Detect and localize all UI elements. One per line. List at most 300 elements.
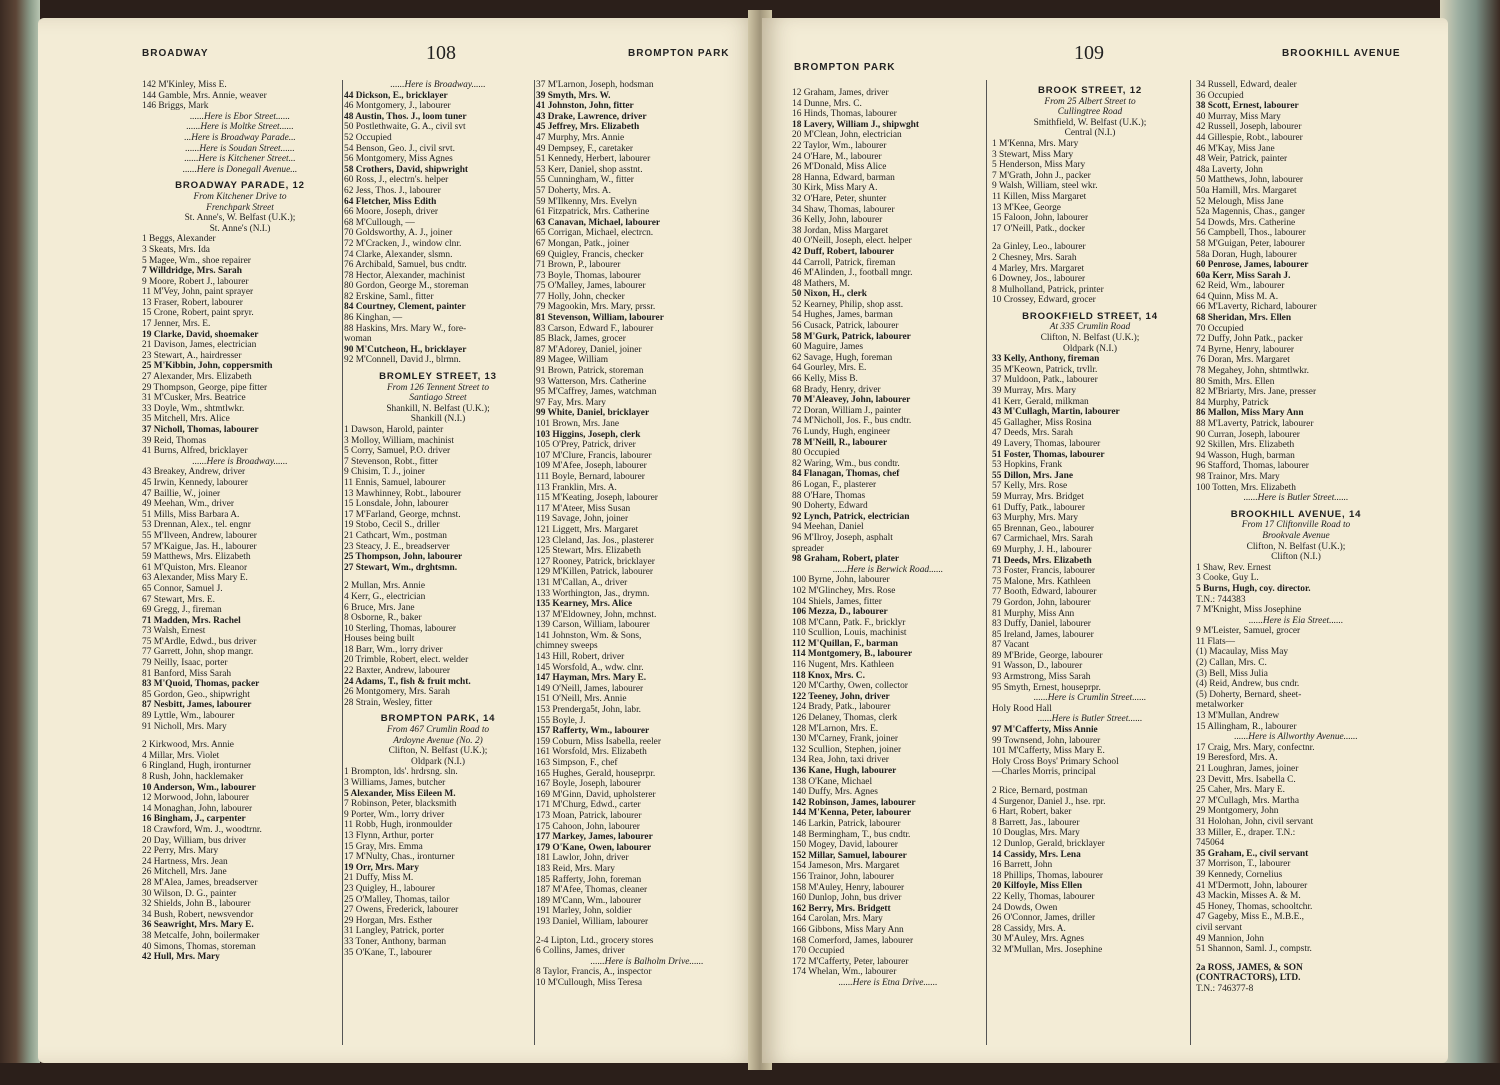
directory-entry: 46 Montgomery, J., labourer <box>344 101 451 112</box>
directory-entry: 159 Coburn, Miss Isabella, reeler <box>536 736 661 747</box>
directory-entry: 82 M'Briarty, Mrs. Jane, presser <box>1196 387 1317 398</box>
street-heading: BROOKHILL AVENUE, 14 <box>1230 508 1362 520</box>
directory-entry: 83 M'Quoid, Thomas, packer <box>142 679 260 690</box>
directory-entry: 5 Henderson, Miss Mary <box>992 160 1086 171</box>
directory-entry: 8 Taylor, Francis, A., inspector <box>536 967 652 978</box>
directory-entry: civil servant <box>1196 922 1243 933</box>
left-page-column-2 <box>344 80 532 958</box>
directory-entry: 90 M'Cutcheon, H., bricklayer <box>344 344 467 355</box>
directory-entry: spreader <box>792 543 824 554</box>
cross-street-note: ......Here is Crumlin Street...... <box>1033 693 1147 704</box>
directory-entry: 155 Boyle, J. <box>536 715 586 726</box>
directory-entry: woman <box>344 334 372 345</box>
directory-entry: 26 Montgomery, Mrs. Sarah <box>344 687 450 698</box>
directory-entry: 179 O'Kane, Owen, labourer <box>536 842 652 853</box>
directory-entry: 93 Armstrong, Miss Sarah <box>992 672 1091 683</box>
directory-entry: 47 Murphy, Mrs. Annie <box>536 132 625 143</box>
directory-entry: 74 Byrne, Henry, labourer <box>1196 344 1295 355</box>
directory-entry: 20 Day, William, bus driver <box>142 835 247 846</box>
district-line: Shankill (N.I.) <box>410 414 466 425</box>
directory-entry: 129 M'Killen, Patrick, labourer <box>536 567 654 578</box>
directory-entry: 35 O'Kane, T., labourer <box>344 947 432 958</box>
directory-entry: 13 M'Mullan, Andrew <box>1196 711 1280 722</box>
cross-street-note: ......Here is Allworthy Avenue...... <box>1234 732 1358 743</box>
directory-entry: 83 Carson, Edward F., labourer <box>536 323 654 334</box>
directory-entry: 69 Murphy, J. H., labourer <box>992 544 1092 555</box>
directory-entry: 72 M'Cracken, J., window clnr. <box>344 238 462 249</box>
directory-entry: 49 Lavery, Thomas, labourer <box>992 439 1101 449</box>
directory-entry: 83 Duffy, Daniel, labourer <box>992 619 1091 630</box>
directory-entry: 23 Quigley, H., labourer <box>344 883 436 894</box>
directory-entry: 76 Doran, Mrs. Margaret <box>1196 355 1290 366</box>
directory-entry: 37 Morrison, T., labourer <box>1196 859 1291 870</box>
directory-entry: 92 Skillen, Mrs. Elizabeth <box>1196 440 1295 451</box>
spacer <box>536 928 758 936</box>
directory-entry: 40 O'Neill, Joseph, elect. helper <box>792 236 912 247</box>
directory-entry: 20 M'Clean, John, electrician <box>792 130 902 141</box>
directory-entry: 135 Kearney, Mrs. Alice <box>536 599 633 610</box>
directory-entry: 54 Dowds, Mrs. Catherine <box>1196 217 1296 228</box>
directory-entry: 74 Clarke, Alexander, slsmn. <box>344 249 453 260</box>
directory-entry: 40 Simons, Thomas, storeman <box>142 941 256 952</box>
directory-entry: 50 Matthews, John, labourer <box>1196 175 1304 186</box>
right-page <box>762 18 1448 1063</box>
cross-street-note: From 126 Tennent Street to <box>386 382 490 393</box>
directory-entry: 76 Lundy, Hugh, engineer <box>792 427 891 437</box>
directory-entry: 100 Byrne, John, labourer <box>792 575 890 586</box>
directory-entry: 98 Trainor, Mrs. Mary <box>1196 471 1280 482</box>
directory-entry: 29 Horgan, Mrs. Esther <box>344 915 433 926</box>
directory-entry: 10 M'Cullough, Miss Teresa <box>536 977 643 988</box>
directory-entry: 113 Franklin, Mrs. A. <box>536 482 617 493</box>
directory-entry: 11 Ennis, Samuel, labourer <box>344 477 446 488</box>
directory-entry: 22 Perry, Mrs. Mary <box>142 846 219 857</box>
directory-entry: 149 O'Neill, James, labourer <box>536 683 644 694</box>
directory-entry: 93 Watterson, Mrs. Catherine <box>536 376 647 387</box>
directory-entry: 50a Hamill, Mrs. Margaret <box>1196 185 1297 196</box>
directory-entry: 10 Anderson, Wm., labourer <box>142 782 256 793</box>
directory-entry: 9 Moore, Robert J., labourer <box>142 276 249 287</box>
cross-street-note: ......Here is Kitchener Street... <box>184 154 296 165</box>
cross-street-note: ......Here is Soudan Street...... <box>185 143 295 154</box>
directory-entry: 97 M'Cafferty, Miss Annie <box>992 725 1098 736</box>
directory-entry: 58 M'Guigan, Peter, labourer <box>1196 238 1305 249</box>
directory-entry: 75 Malone, Mrs. Kathleen <box>992 576 1091 587</box>
directory-entry: 41 M'Dermott, John, labourer <box>1196 880 1308 891</box>
directory-entry: 94 Meehan, Daniel <box>792 522 864 533</box>
directory-entry: 89 Lyttle, Wm., labourer <box>142 711 235 722</box>
cross-street-note: Santiago Street <box>409 393 467 404</box>
directory-entry: 71 Madden, Mrs. Rachel <box>142 615 241 626</box>
directory-entry: 6 Collins, James, driver <box>536 946 625 957</box>
directory-entry: 26 M'Donald, Miss Alice <box>792 162 887 173</box>
directory-entry: 2 Chesney, Mrs. Sarah <box>992 252 1077 263</box>
directory-entry: 85 Gordon, Geo., shipwright <box>142 689 250 700</box>
directory-entry: 27 Owens, Frederick, labourer <box>344 905 459 916</box>
directory-entry: 191 Marley, John, soldier <box>536 906 632 917</box>
directory-entry: 26 O'Connor, James, driller <box>992 913 1096 924</box>
directory-entry: 193 Daniel, William, labourer <box>536 916 649 927</box>
directory-entry: 46 M'Alinden, J., football mngr. <box>792 268 913 279</box>
directory-entry: 3 Molloy, William, machinist <box>344 435 455 446</box>
directory-entry: 72 Duffy, John Patk., packer <box>1196 334 1303 345</box>
directory-entry: 56 Cusack, Patrick, labourer <box>792 321 899 332</box>
cross-street-note: Ardoyne Avenue (No. 2) <box>393 735 483 746</box>
directory-entry: 6 Downey, Jos., labourer <box>992 274 1086 285</box>
directory-entry: 134 Rea, John, taxi driver <box>792 755 889 766</box>
directory-entry: 5 Corry, Samuel, P.O. driver <box>344 446 451 457</box>
directory-entry: 63 Murphy, Mrs. Mary <box>992 513 1079 524</box>
directory-entry: 43 Drake, Lawrence, driver <box>536 111 647 122</box>
directory-entry: 116 Nugent, Mrs. Kathleen <box>792 660 894 671</box>
directory-entry: 142 M'Kinley, Miss E. <box>142 80 227 90</box>
directory-entry: 145 Worsfold, A., wdw. clnr. <box>536 662 644 673</box>
directory-entry: 62 Savage, Hugh, foreman <box>792 352 893 363</box>
directory-entry: 37 M'Larnon, Joseph, hodsman <box>536 80 654 90</box>
directory-entry: 24 Hartness, Mrs. Jean <box>142 856 228 867</box>
directory-entry: 19 Clarke, David, shoemaker <box>142 329 259 340</box>
directory-entry: 139 Carson, William, labourer <box>536 620 650 631</box>
directory-entry: 148 Bermingham, T., bus cndtr. <box>792 829 911 840</box>
directory-entry: (4) Reid, Andrew, bus cndr. <box>1196 679 1300 690</box>
spacer <box>992 234 1188 242</box>
directory-entry: 5 Burns, Hugh, coy. director. <box>1196 583 1311 594</box>
directory-entry: (3) Bell, Miss Julia <box>1196 668 1268 679</box>
directory-entry: 32 Shields, John B., labourer <box>142 899 251 910</box>
directory-entry: 158 M'Auley, Henry, labourer <box>792 882 905 893</box>
directory-entry: 60a Kerr, Miss Sarah J. <box>1196 270 1291 281</box>
left-page-number: 108 <box>426 42 456 64</box>
directory-entry: 11 Killen, Miss Margaret <box>992 191 1087 202</box>
directory-entry: 1 Shaw, Rev. Ernest <box>1196 562 1272 573</box>
directory-entry: 64 Gourley, Mrs. E. <box>792 363 867 374</box>
directory-entry: 29 Montgomery, John <box>1196 806 1279 817</box>
directory-entry: 78 Hector, Alexander, machinist <box>344 270 465 281</box>
directory-entry: 161 Worsfold, Mrs. Elizabeth <box>536 747 647 758</box>
directory-entry: 27 M'Cullagh, Mrs. Martha <box>1196 795 1299 806</box>
directory-entry: 13 Flynn, Arthur, porter <box>344 830 434 841</box>
directory-entry: 1 Beggs, Alexander <box>142 234 216 245</box>
cross-street-note: From 25 Albert Street to <box>1044 96 1136 107</box>
directory-entry: 146 Briggs, Mark <box>142 101 209 112</box>
directory-entry: 62 Jess, Thos. J., labourer <box>344 185 441 196</box>
directory-entry: 58 Crothers, David, shipwright <box>344 164 469 175</box>
directory-entry: 172 M'Cafferty, Peter, labourer <box>792 956 909 967</box>
directory-entry: 27 Stewart, Wm., drghtsmn. <box>344 562 458 573</box>
left-page-header-left: BROADWAY <box>142 48 209 59</box>
directory-entry: 31 M'Cusker, Mrs. Beatrice <box>142 393 246 404</box>
directory-entry: 89 Magee, William <box>536 355 609 366</box>
street-heading: BROADWAY PARADE, 12 <box>175 180 305 192</box>
directory-entry: 16 Barrett, John <box>992 860 1053 871</box>
directory-entry: 24 Dowds, Owen <box>992 902 1058 913</box>
directory-entry: 21 Loughran, James, joiner <box>1196 764 1299 774</box>
directory-entry: 77 Holly, John, checker <box>536 291 625 302</box>
directory-entry: 33 Toner, Anthony, barman <box>344 936 447 947</box>
directory-entry: 22 Kelly, Thomas, labourer <box>992 891 1095 902</box>
directory-entry: 2 Rice, Bernard, postman <box>992 786 1088 796</box>
directory-entry: 12 Dunlop, Gerald, bricklayer <box>992 838 1105 849</box>
directory-entry: 13 Fraser, Robert, labourer <box>142 297 243 308</box>
district-line: Oldpark (N.I.) <box>1063 343 1117 354</box>
directory-entry: 86 Logan, F., plasterer <box>792 479 877 490</box>
directory-entry: 164 Carolan, Mrs. Mary <box>792 914 883 925</box>
directory-entry: metalworker <box>1196 700 1244 711</box>
directory-entry: 55 Dillon, Mrs. Jane <box>992 470 1073 481</box>
cross-street-note: ......Here is Moltke Street...... <box>186 122 294 133</box>
directory-entry: 22 Taylor, Wm., labourer <box>792 140 887 151</box>
directory-entry: 146 Larkin, Patrick, labourer <box>792 818 901 829</box>
directory-entry: 25 Caher, Mrs. Mary E. <box>1196 785 1285 796</box>
cross-street-note: ......Here is Butler Street...... <box>1243 493 1349 504</box>
directory-entry: 53 Kerr, Daniel, shop asstnt. <box>536 164 643 175</box>
directory-entry: 65 Brennan, Geo., labourer <box>992 523 1095 534</box>
directory-entry: 60 Maguire, James <box>792 342 864 353</box>
cross-street-note: ......Here is Broadway...... <box>390 80 486 90</box>
directory-entry: 77 Garrett, John, shop mangr. <box>142 647 254 658</box>
directory-entry: 126 Delaney, Thomas, clerk <box>792 713 898 724</box>
directory-entry: 168 Comerford, James, labourer <box>792 935 914 946</box>
directory-entry: 53 Hopkins, Frank <box>992 460 1063 471</box>
directory-entry: 142 Robinson, James, labourer <box>792 797 916 808</box>
directory-entry: 56 Montgomery, Miss Agnes <box>344 154 453 165</box>
cross-street-note: Frenchpark Street <box>206 202 274 213</box>
directory-entry: 28 Strain, Wesley, fitter <box>344 697 433 708</box>
directory-entry: 144 M'Kenna, Peter, labourer <box>792 808 911 819</box>
directory-entry: 24 O'Hare, M., labourer <box>792 151 882 162</box>
directory-entry: 169 M'Ginn, David, upholsterer <box>536 789 656 800</box>
directory-entry: 54 Hughes, James, barman <box>792 310 893 321</box>
directory-entry: 51 Kennedy, Herbert, labourer <box>536 154 651 165</box>
directory-entry: 114 Montgomery, B., labourer <box>792 649 913 660</box>
directory-entry: 11 Robb, Hugh, ironmoulder <box>344 820 453 831</box>
cross-street-note: At 335 Crumlin Road <box>1049 322 1131 333</box>
directory-entry: 8 Osborne, R., baker <box>344 613 422 624</box>
directory-entry: 55 Cunningham, W., fitter <box>536 175 634 186</box>
cross-street-note: ......Here is Broadway...... <box>192 456 288 467</box>
directory-entry: 108 M'Cann, Patk. F., bricklyr <box>792 617 906 628</box>
cross-street-note: Cullingtree Road <box>1057 107 1123 118</box>
directory-entry: 59 M'Ilkenny, Mrs. Evelyn <box>536 196 637 207</box>
directory-entry: 60 Ross, J., electrn's. helper <box>344 175 449 186</box>
directory-entry: (2) Callan, Mrs. C. <box>1196 658 1267 669</box>
directory-entry: 46 M'Kay, Miss Jane <box>1196 143 1275 154</box>
directory-entry: 41 Burns, Alfred, bricklayer <box>142 446 248 457</box>
directory-entry: 16 Bingham, J., carpenter <box>142 814 246 825</box>
directory-entry: 66 M'Laverty, Richard, labourer <box>1196 302 1317 313</box>
spacer <box>1196 955 1396 963</box>
directory-entry: 45 Jeffrey, Mrs. Elizabeth <box>536 122 640 133</box>
cross-street-note: ...Here is Broadway Parade... <box>184 132 296 143</box>
directory-entry: 99 Townsend, John, labourer <box>992 735 1101 746</box>
directory-entry: 84 Murphy, Patrick <box>1196 397 1269 408</box>
district-line: Smithfield, W. Belfast (U.K.); <box>1033 117 1147 128</box>
directory-entry: 104 Shiels, James, fitter <box>792 596 882 607</box>
directory-entry: 38 Jordan, Miss Margaret <box>792 225 889 236</box>
directory-entry: Houses being built <box>344 634 415 645</box>
directory-entry: 41 Kerr, Gerald, milkman <box>992 396 1089 407</box>
directory-entry: 98 Graham, Robert, plater <box>792 554 900 565</box>
directory-entry: 112 M'Quillan, F., barman <box>792 638 898 649</box>
directory-entry: 81 Murphy, Miss Ann <box>992 608 1075 619</box>
directory-entry: 33 Kelly, Anthony, fireman <box>992 354 1100 365</box>
directory-entry: 2-4 Lipton, Ltd., grocery stores <box>536 935 654 946</box>
directory-entry: 43 Breakey, Andrew, driver <box>142 467 246 478</box>
directory-entry: 12 Graham, James, driver <box>792 88 889 98</box>
directory-entry: 41 Johnston, John, fitter <box>536 101 634 112</box>
directory-entry: 132 Scullion, Stephen, joiner <box>792 744 902 755</box>
directory-entry: 52 Kearney, Philip, shop asst. <box>792 299 904 310</box>
directory-entry: 59 Matthews, Mrs. Elizabeth <box>142 552 251 563</box>
directory-entry: 78 M'Neill, R., labourer <box>792 437 888 448</box>
directory-entry: 25 Thompson, John, labourer <box>344 552 463 563</box>
directory-entry: 138 O'Kane, Michael <box>792 776 873 787</box>
directory-entry: 68 Brady, Henry, driver <box>792 384 881 395</box>
directory-entry: 170 Occupied <box>792 946 845 957</box>
district-line: St. Anne's, W. Belfast (U.K.); <box>184 213 296 224</box>
directory-entry: (5) Doherty, Bernard, sheet- <box>1196 689 1302 700</box>
directory-entry: 42 Duff, Robert, labourer <box>792 246 895 257</box>
directory-entry: 15 Allingham, R., labourer <box>1196 721 1297 732</box>
directory-entry: 8 Mulholland, Patrick, printer <box>992 284 1104 295</box>
directory-entry: 28 M'Alea, James, breadserver <box>142 877 258 888</box>
district-line: Oldpark (N.I.) <box>411 756 465 767</box>
directory-entry: 91 Wasson, D., labourer <box>992 661 1083 672</box>
directory-entry: chimney sweeps <box>536 641 598 652</box>
directory-entry: 7 Robinson, Peter, blacksmith <box>344 799 457 810</box>
directory-entry: 80 Gordon, George M., storeman <box>344 281 469 292</box>
directory-entry: 18 Lavery, William J., shipwght <box>792 119 920 130</box>
directory-entry: 49 Dempsey, F., caretaker <box>536 143 634 154</box>
book-page-edges-right <box>1440 0 1500 1085</box>
directory-entry: 72 Doran, William J., painter <box>792 405 902 416</box>
directory-entry: 10 Sterling, Thomas, labourer <box>344 623 457 634</box>
directory-entry: 4 Millar, Mrs. Violet <box>142 750 220 761</box>
directory-entry: 15 Gray, Mrs. Emma <box>344 841 423 852</box>
directory-entry: 52 Occupied <box>344 132 392 143</box>
directory-entry: 96 M'Ilroy, Joseph, asphalt <box>792 532 893 543</box>
directory-entry: 35 Mitchell, Mrs. Alice <box>142 414 230 425</box>
directory-entry: 86 Mallon, Miss Mary Ann <box>1196 408 1304 419</box>
district-line: Central (N.I.) <box>1064 128 1116 139</box>
directory-entry: 167 Boyle, Joseph, labourer <box>536 779 641 790</box>
directory-entry: 39 Murray, Mrs. Mary <box>992 386 1077 397</box>
directory-entry: 87 Nesbitt, James, labourer <box>142 700 252 711</box>
directory-entry: 94 Wasson, Hugh, barman <box>1196 450 1295 461</box>
directory-entry: 86 Kinghan, — <box>344 313 403 324</box>
directory-entry: 13 Mawhinney, Robt., labourer <box>344 488 462 499</box>
directory-entry: 33 Miller, E., draper. T.N.: <box>1196 827 1296 838</box>
directory-entry: 9 Walsh, William, steel wkr. <box>992 181 1098 192</box>
directory-entry: 10 Douglas, Mrs. Mary <box>992 828 1080 839</box>
directory-entry: 70 M'Aleavey, John, labourer <box>792 395 911 406</box>
directory-entry: 70 Goldsworthy, A. J., joiner <box>344 228 453 239</box>
directory-entry: 88 M'Laverty, Patrick, labourer <box>1196 419 1314 429</box>
directory-entry: 57 Doherty, Mrs. A. <box>536 185 611 196</box>
directory-entry: 189 M'Cann, Wm., labourer <box>536 895 642 906</box>
district-line: Clifton, N. Belfast (U.K.); <box>1246 541 1346 552</box>
cross-street-note: ......Here is Butler Street...... <box>1037 714 1143 725</box>
directory-entry: 7 M'Knight, Miss Josephine <box>1196 605 1302 616</box>
directory-entry: 17 Jenner, Mrs. E. <box>142 319 211 330</box>
directory-entry: 55 M'Ilveen, Andrew, labourer <box>142 530 257 541</box>
directory-entry: 62 Reid, Wm., labourer <box>1196 281 1285 292</box>
directory-entry: 8 Barrett, Jas., labourer <box>992 817 1080 828</box>
directory-entry: 47 Baillie, W., joiner <box>142 488 221 499</box>
directory-entry: 17 M'Nulty, Chas., ironturner <box>344 852 455 863</box>
directory-entry: 6 Hart, Robert, baker <box>992 807 1072 818</box>
directory-entry: 23 Stewart, A., hairdresser <box>142 350 242 361</box>
directory-entry: 109 M'Afee, Joseph, labourer <box>536 461 647 472</box>
directory-entry: 63 Canavan, Michael, labourer <box>536 217 661 228</box>
directory-entry: 5 Magee, Wm., shoe repairer <box>142 255 251 266</box>
directory-entry: 47 Deeds, Mrs. Sarah <box>992 428 1073 439</box>
directory-entry: 153 Prenderga5t, John, labr. <box>536 705 642 716</box>
directory-entry: 92 M'Connell, David J., blrmn. <box>344 355 461 366</box>
column-divider <box>342 80 343 1045</box>
right-page-column-2 <box>992 80 1188 956</box>
directory-entry: 12 Morwood, John, labourer <box>142 793 250 804</box>
directory-entry: 90 Curran, Joseph, labourer <box>1196 429 1300 440</box>
cross-street-note: ......Here is Donegall Avenue... <box>182 164 298 175</box>
directory-entry: 1 Dawson, Harold, painter <box>344 425 444 435</box>
directory-entry: 68 Sheridan, Mrs. Ellen <box>1196 313 1292 324</box>
directory-entry: 53 Drennan, Alex., tel. engnr <box>142 520 251 531</box>
cross-street-note: ......Here is Eia Street...... <box>1248 615 1344 626</box>
directory-entry: 59 Murray, Mrs. Bridget <box>992 491 1084 502</box>
directory-entry: 141 Johnston, Wm. & Sons, <box>536 630 642 641</box>
directory-entry: 65 Connor, Samuel J. <box>142 583 223 594</box>
directory-entry: 61 Duffy, Patk., labourer <box>992 502 1085 513</box>
directory-entry: 119 Savage, John, joiner <box>536 514 629 525</box>
directory-entry: 44 Dickson, E., bricklayer <box>344 90 448 101</box>
directory-entry: 9 Porter, Wm., lorry driver <box>344 809 445 820</box>
cross-street-note: From 467 Crumlin Road to <box>386 725 490 736</box>
directory-entry: 79 Magookin, Mrs. Mary, prssr. <box>536 302 656 313</box>
directory-entry: 115 M'Keating, Joseph, labourer <box>536 493 658 504</box>
directory-entry: 117 M'Ateer, Miss Susan <box>536 503 631 514</box>
directory-entry: 75 O'Malley, James, labourer <box>536 281 646 292</box>
directory-entry: T.N.: 746377-8 <box>1196 983 1254 994</box>
directory-entry: Holy Rood Hall <box>992 703 1052 714</box>
directory-entry: 48a Laverty, John <box>1196 164 1263 175</box>
directory-entry: 52 Melough, Miss Jane <box>1196 196 1284 207</box>
directory-entry: 2a ROSS, JAMES, & SON <box>1196 962 1303 973</box>
directory-entry: 44 Gillespie, Robt., labourer <box>1196 132 1303 143</box>
directory-entry: 68 M'Cullough, — <box>344 217 415 228</box>
directory-entry: 136 Kane, Hugh, labourer <box>792 766 897 776</box>
directory-entry: 96 Stafford, Thomas, labourer <box>1196 461 1309 472</box>
directory-entry: 111 Boyle, Bernard, labourer <box>536 471 645 482</box>
directory-entry: 7 Willdridge, Mrs. Sarah <box>142 266 242 277</box>
directory-entry: 67 Stewart, Mrs. E. <box>142 594 215 605</box>
directory-entry: 9 M'Leister, Samuel, grocer <box>1196 626 1301 637</box>
directory-entry: 47 Gageby, Miss E., M.B.E., <box>1196 912 1304 923</box>
directory-entry: 45 Honey, Thomas, schooltchr. <box>1196 901 1313 912</box>
directory-entry: 67 Mongan, Patk., joiner <box>536 238 630 249</box>
directory-entry: 107 M'Clure, Francis, labourer <box>536 450 652 461</box>
directory-entry: 4 Marley, Mrs. Margaret <box>992 263 1085 274</box>
spacer <box>344 573 532 581</box>
directory-entry: 3 Cooke, Guy L. <box>1196 573 1259 584</box>
directory-entry: 75 M'Ardle, Edwd., bus driver <box>142 636 257 647</box>
directory-entry: 105 O'Prey, Patrick, driver <box>536 440 636 451</box>
directory-entry: 175 Cahoon, John, labourer <box>536 821 640 832</box>
directory-entry: 34 Russell, Edward, dealer <box>1196 80 1297 90</box>
directory-entry: 125 Stewart, Mrs. Elizabeth <box>536 546 641 557</box>
directory-entry: 31 Holohan, John, civil servant <box>1196 816 1314 827</box>
directory-entry: 110 Scullion, Louis, machinist <box>792 628 907 639</box>
